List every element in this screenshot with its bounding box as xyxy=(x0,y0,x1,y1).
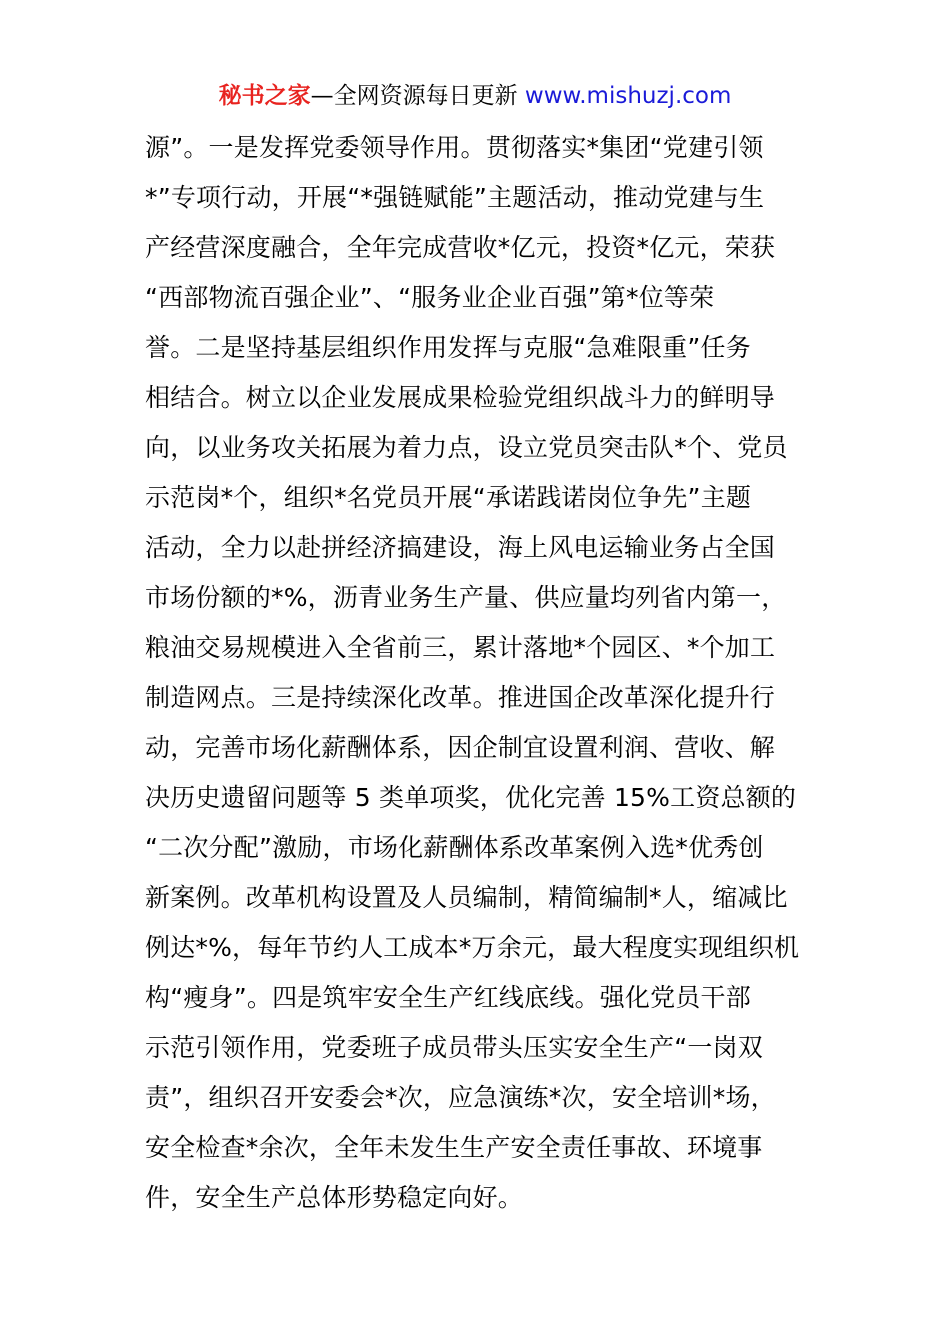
text-line: 相结合。树立以企业发展成果检验党组织战斗力的鲜明导 xyxy=(145,383,776,412)
page-header xyxy=(0,80,950,112)
text-line: “二次分配”激励，市场化薪酬体系改革案例入选*优秀创 xyxy=(145,833,764,862)
text-line: 例达*%，每年节约人工成本*万余元，最大程度实现组织机 xyxy=(145,933,800,962)
text-line: 活动，全力以赴拼经济搞建设，海上风电运输业务占全国 xyxy=(145,533,776,562)
text-line: 制造网点。三是持续深化改革。推进国企改革深化提升行 xyxy=(145,683,776,712)
text-line: 誉。二是坚持基层组织作用发挥与克服“急难限重”任务 xyxy=(145,333,751,362)
text-line: 向，以业务攻关拓展为着力点，设立党员突击队*个、党员 xyxy=(145,433,788,462)
text-line: 动，完善市场化薪酬体系，因企制宜设置利润、营收、解 xyxy=(145,733,776,762)
document-body xyxy=(145,125,815,1225)
site-slogan: —全网资源每日更新 xyxy=(310,83,518,109)
site-url-link[interactable]: www.mishuzj.com xyxy=(524,83,732,109)
text-line: 示范岗*个，组织*名党员开展“承诺践诺岗位争先”主题 xyxy=(145,483,752,512)
text-line: 产经营深度融合，全年完成营收*亿元，投资*亿元，荣获 xyxy=(145,233,776,262)
text-line: 粮油交易规模进入全省前三，累计落地*个园区、*个加工 xyxy=(145,633,776,662)
site-brand: 秘书之家 xyxy=(218,83,311,109)
text-line: 安全检查*余次，全年未发生生产安全责任事故、环境事 xyxy=(145,1133,763,1162)
text-line: 决历史遗留问题等 5 类单项奖，优化完善 15%工资总额的 xyxy=(145,783,797,812)
text-line: 市场份额的*%，沥青业务生产量、供应量均列省内第一， xyxy=(145,583,787,612)
text-line: “西部物流百强企业”、“服务业企业百强”第*位等荣 xyxy=(145,283,715,312)
text-line: 示范引领作用，党委班子成员带头压实安全生产“一岗双 xyxy=(145,1033,763,1062)
text-line: 源”。一是发挥党委领导作用。贯彻落实*集团“党建引领 xyxy=(145,133,764,162)
text-line: *”专项行动，开展“*强链赋能”主题活动，推动党建与生 xyxy=(145,183,765,212)
text-line: 构“瘦身”。四是筑牢安全生产红线底线。强化党员干部 xyxy=(145,983,751,1012)
text-line: 件，安全生产总体形势稳定向好。 xyxy=(145,1183,524,1212)
text-line: 新案例。改革机构设置及人员编制，精简编制*人，缩减比 xyxy=(145,883,788,912)
text-line: 责”，组织召开安委会*次，应急演练*次，安全培训*场， xyxy=(145,1083,776,1112)
